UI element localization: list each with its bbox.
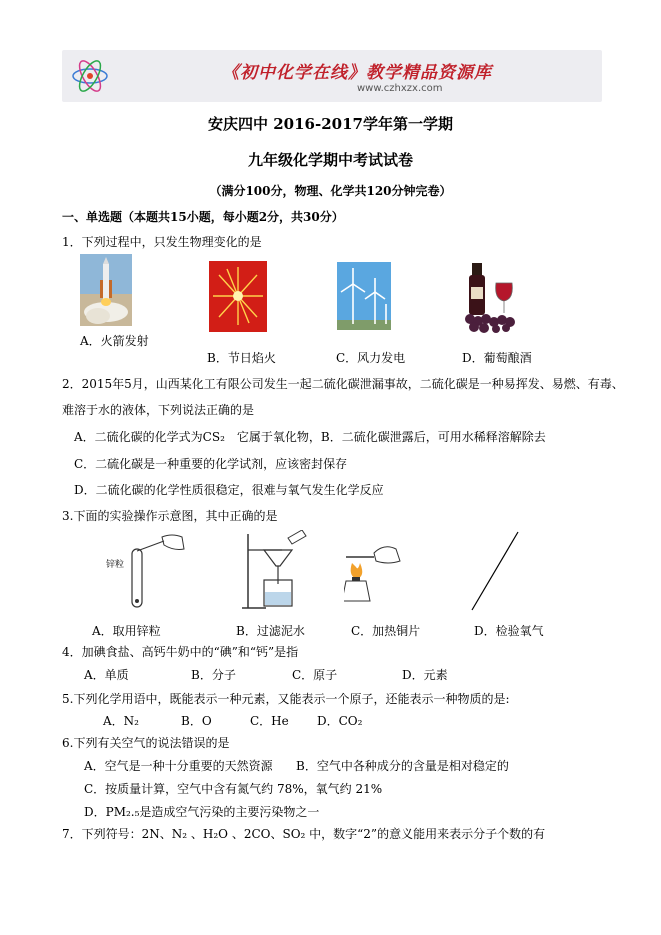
filtration-diagram [240,530,312,612]
q1-option-a: A．火箭发射 [80,334,149,348]
oxygen-test-diagram [468,530,524,612]
q4-option-c: C．原子 [292,668,338,682]
q6-option-b: B．空气中各种成分的含量是相对稳定的 [296,759,509,773]
banner-title: 《初中化学在线》教学精品资源库 [222,63,492,83]
q6-option-d: D．PM₂.₅是造成空气污染的主要污染物之一 [84,805,320,819]
heating-copper-diagram [344,541,402,609]
question-6-stem: 6.下列有关空气的说法错误的是 [62,736,230,750]
header-banner [62,50,602,102]
q5-option-c: C．He [250,714,289,728]
q2-option-a-b: A．二硫化碳的化学式为CS₂ 它属于氧化物，B．二硫化碳泄露后，可用水稀释溶解除去 [74,430,546,444]
exam-subtitle-title: 九年级化学期中考试试卷 [247,151,413,169]
fireworks-image [209,261,267,332]
wind-turbines-image [337,262,391,330]
wine-grapes-image [462,259,520,333]
q5-option-b: B．O [181,714,212,728]
q1-option-d: D．葡萄酿酒 [462,351,532,365]
q1-option-b: B．节日焰火 [207,351,276,365]
q3-option-b: B．过滤泥水 [236,624,305,638]
zinc-label: 锌粒 [106,560,125,570]
exam-title: 安庆四中 2016-2017学年第一学期 [208,115,453,133]
banner-url: www.czhxzx.com [357,83,443,94]
q1-option-c: C．风力发电 [336,351,406,365]
question-7-stem: 7．下列符号：2N、N₂ 、H₂O 、2CO、SO₂ 中，数字“2”的意义能用来表示分子个数的有 [62,827,546,841]
question-2-stem-line2: 难溶于水的液体，下列说法正确的是 [62,403,255,417]
question-1-stem: 1．下列过程中，只发生物理变化的是 [62,235,262,249]
question-2-stem-line1: 2．2015年5月，山西某化工有限公司发生一起二硫化碳泄漏事故，二硫化碳是一种易挥发、易燃、有毒、 [62,377,624,391]
q3-option-d: D．检验氧气 [474,624,544,638]
test-tube-zinc-diagram [104,531,186,611]
q5-option-d: D．CO₂ [317,714,363,728]
atom-logo-icon [70,54,110,98]
q4-option-d: D．元素 [402,668,448,682]
q4-option-a: A．单质 [84,668,129,682]
q3-option-a: A．取用锌粒 [92,624,161,638]
q6-option-a: A．空气是一种十分重要的天然资源 [84,759,273,773]
q2-option-d: D．二硫化碳的化学性质很稳定，很难与氧气发生化学反应 [74,483,384,497]
q5-option-a: A．N₂ [103,714,139,728]
question-4-stem: 4．加碘食盐、高钙牛奶中的“碘”和“钙”是指 [62,645,299,659]
section-heading: 一、单选题（本题共15小题，每小题2分，共30分） [62,210,344,224]
q2-option-c: C．二硫化碳是一种重要的化学试剂，应该密封保存 [74,457,348,471]
question-5-stem: 5.下列化学用语中，既能表示一种元素，又能表示一个原子，还能表示一种物质的是: [62,692,510,706]
question-3-stem: 3.下面的实验操作示意图，其中正确的是 [62,509,278,523]
q3-option-c: C．加热铜片 [351,624,421,638]
exam-note: （满分100分，物理、化学共120分钟完卷） [209,184,452,198]
rocket-launch-image [80,254,132,326]
q6-option-c: C．按质量计算，空气中含有氮气约 78%，氧气约 21% [84,782,383,796]
q4-option-b: B．分子 [191,668,236,682]
